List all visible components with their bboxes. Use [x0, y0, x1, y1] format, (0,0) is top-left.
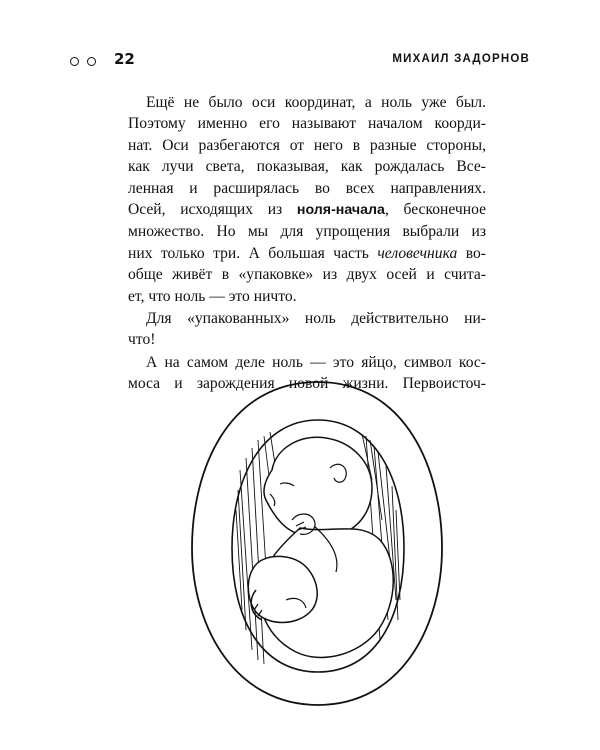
text-line: Ещё не было оси координат, а ноль уже был.: [146, 94, 486, 111]
text-line: моса и зарождения новой жизни. Первоисточ-: [128, 375, 486, 393]
embryo-ear: [330, 464, 346, 482]
bold-term: ноля-начала: [296, 202, 385, 219]
running-title: МИХАИЛ ЗАДОРНОВ: [392, 53, 530, 65]
text-line: как лучи света, показывая, как рождалась Все-: [128, 158, 486, 176]
embryo-head: [264, 437, 372, 537]
embryo-leg: [248, 556, 317, 622]
body-text: [128, 92, 486, 395]
circle-ornament-icon: [87, 57, 96, 66]
embryo-knee-line: [286, 598, 306, 608]
egg-inner-outline: [232, 420, 404, 672]
paragraph-1: [128, 92, 486, 307]
embryo-nose: [270, 494, 275, 506]
header-ornament-dots: [70, 54, 104, 67]
embryo-foot: [251, 590, 262, 620]
running-header: [70, 50, 530, 70]
paragraph-2: [128, 308, 486, 351]
embryo-hand-fingers: [296, 522, 306, 530]
text-line: нат. Оси разбегаются от него в разные стороны,: [128, 136, 486, 154]
cavity-hatching: [236, 432, 400, 664]
text-line: Поэтому именно его называют началом коорди-: [128, 115, 486, 133]
embryo-body: [260, 528, 393, 657]
text-line: ет, что ноль — это ничто.: [128, 287, 297, 305]
text-line: Для «упакованных» ноль действительно ни-: [146, 310, 486, 328]
text-line: ленная и расширялась во всех направлениях.: [128, 179, 486, 197]
embryo-arm-fold: [314, 526, 337, 572]
text-line: что!: [128, 331, 156, 349]
embryo-toes: [254, 604, 262, 616]
text-segment: , бесконечное: [384, 201, 487, 219]
text-line: А на самом деле ноль — это яйцо, символ кос-: [146, 353, 486, 371]
circle-ornament-icon: [70, 57, 79, 66]
embryo-details: [254, 464, 346, 616]
text-segment: них только три. А большая часть: [128, 244, 378, 262]
italic-term: человечника: [377, 244, 458, 262]
embryo-hand: [292, 514, 315, 534]
text-segment: Осей, исходящих из: [128, 201, 297, 219]
embryo-figure: [248, 437, 393, 657]
egg-outer-outline: [192, 382, 442, 705]
text-segment: во-: [457, 244, 486, 262]
embryo-eye: [280, 483, 294, 486]
text-line: множество. Но мы для упрощения выбрали из: [128, 223, 486, 241]
text-line: обще живёт в «упаковке» из двух осей и счита-: [128, 266, 486, 284]
page-number: 22: [114, 50, 135, 68]
paragraph-3: [128, 352, 486, 395]
text-line: [128, 243, 486, 264]
text-line: [128, 199, 486, 221]
